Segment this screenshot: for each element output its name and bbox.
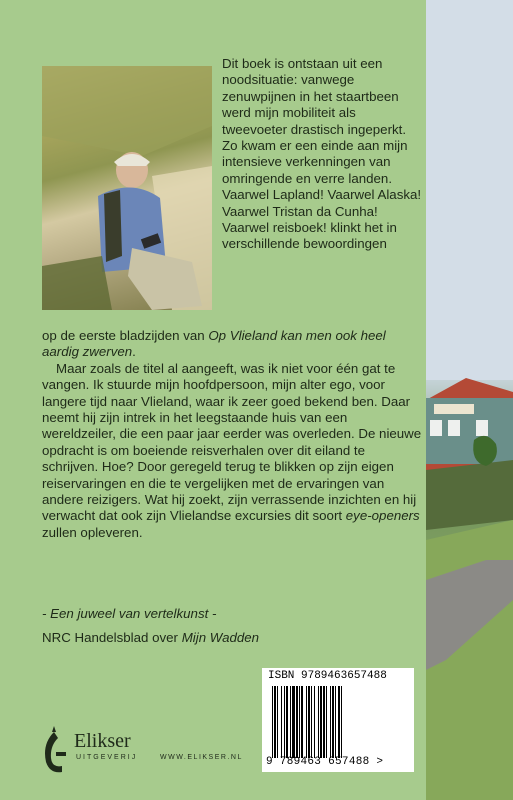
author-photo: [42, 66, 212, 310]
barcode-digits: 9 789463 657488 >: [266, 756, 384, 768]
review-credit: NRC Handelsblad over Mijn Wadden: [42, 630, 260, 645]
publisher-name: Elikser: [74, 730, 131, 752]
intro-text: Dit boek is ontstaan uit een noodsituatie: vanwege zenuwpijnen in het staartbeen werd mijn mobiliteit als tweevoeter drastisch ingeperkt. Zo kwam er een einde aan mijn intensieve verkenningen van omringende en verre landen. Vaarwel Lapland! Vaarwel Alaska! Vaarwel Tristan da Cunha! Vaarwel reisboek! klinkt het in verschillende bewoordingen: [222, 56, 422, 252]
barcode-block: [262, 668, 414, 772]
review-book-title: Mijn Wadden: [181, 630, 260, 645]
book-title-ref: Op Vlieland kan men ook heel aardig zwerven: [42, 328, 386, 360]
description-body: [42, 328, 422, 541]
eye-openers-text: eye-openers: [345, 508, 420, 524]
publisher-logo: [36, 722, 146, 778]
publisher-website: WWW.ELIKSER.NL: [160, 754, 243, 761]
house-photo-illustration: [426, 0, 513, 800]
cover-photo-strip: [426, 0, 513, 800]
barcode-bar: [342, 686, 343, 758]
publisher-sub: UITGEVERIJ: [76, 754, 138, 761]
publisher-emblem-icon: [36, 722, 72, 778]
author-photo-illustration: [42, 66, 212, 310]
intro-continuation: op de eerste bladzijden van Op Vlieland kan men ook heel aardig zwerven.: [42, 328, 386, 360]
description-intro: [222, 56, 422, 253]
review-quote: - Een juweel van vertelkunst -: [42, 606, 217, 621]
barcode: [272, 686, 406, 758]
body-paragraph: Maar zoals de titel al aangeeft, was ik niet voor één gat te vangen. Ik stuurde mijn hoofdpersoon, mijn alter ego, voor langere tijd naar Vlieland, waar ik zeer goed bekend ben. Daar neemt hij zijn intrek in het leegstaande huis van een wereldzeiler, die een paar jaar eerder was overleden. De nieuwe opdracht is om boeiende reisverhalen over dit eiland te schrijven. Hoe? Door geregeld terug te blikken op zijn eigen reiservaringen en die te vergelijken met de ervaringen van andere reizigers. Wat hij zoekt, zijn verrassende inzichten en hij verwacht dat ook zijn Vlielandse excursies dit soort eye-openers zullen opleveren.: [42, 360, 422, 540]
isbn-label: ISBN 9789463657488: [268, 670, 387, 682]
